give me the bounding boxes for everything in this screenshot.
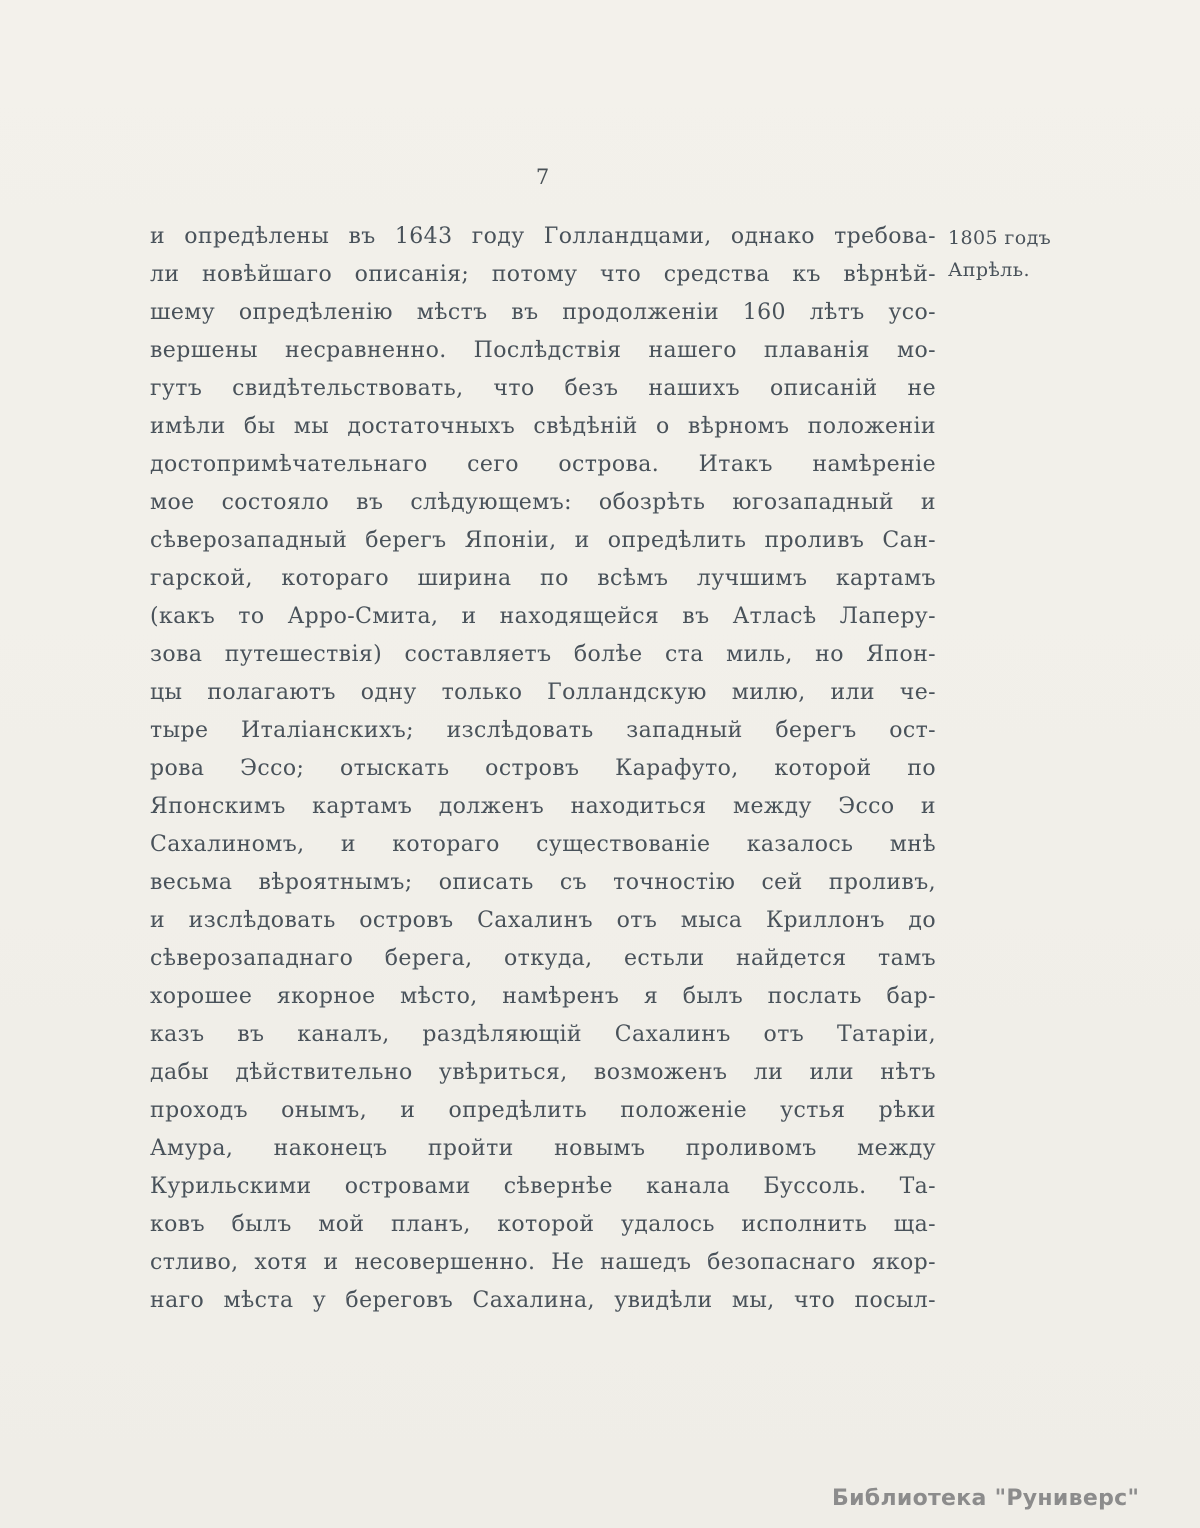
- text-line: сѣверозападный берегъ Японіи, и опредѣлить проливъ Сан-: [150, 528, 936, 553]
- text-line: достопримѣчательнаго сего острова. Итакъ намѣреніе: [150, 452, 936, 477]
- text-line: тыре Италіанскихъ; изслѣдовать западный берегъ ост-: [150, 718, 936, 743]
- text-line: проходъ онымъ, и опредѣлить положеніе устья рѣки: [150, 1098, 936, 1123]
- text-line: мое состояло въ слѣдующемъ: обозрѣть югозападный и: [150, 490, 936, 515]
- page-number: 7: [535, 165, 551, 189]
- text-line: наго мѣста у береговъ Сахалина, увидѣли мы, что посыл-: [150, 1288, 936, 1313]
- text-line: и изслѣдовать островъ Сахалинъ отъ мыса Криллонъ до: [150, 908, 936, 933]
- margin-note: [948, 222, 1128, 286]
- margin-note-year: 1805 годъ: [948, 227, 1052, 249]
- text-line: Японскимъ картамъ долженъ находиться между Эссо и: [150, 794, 936, 819]
- text-line: и опредѣлены въ 1643 году Голландцами, однако требова-: [150, 224, 936, 249]
- library-watermark: Библиотека "Руниверс": [832, 1486, 1140, 1511]
- text-line: цы полагаютъ одну только Голландскую милю, или че-: [150, 680, 936, 705]
- text-line: имѣли бы мы достаточныхъ свѣдѣній о вѣрномъ положеніи: [150, 414, 936, 439]
- text-line: шему опредѣленію мѣстъ въ продолженіи 160 лѣтъ усо-: [150, 300, 936, 325]
- text-line: казъ въ каналъ, раздѣляющій Сахалинъ отъ Татаріи,: [150, 1022, 936, 1047]
- text-line: рова Эссо; отыскать островъ Карафуто, которой по: [150, 756, 936, 781]
- text-line: зова путешествія) составляетъ болѣе ста миль, но Япон-: [150, 642, 936, 667]
- text-line: гарской, котораго ширина по всѣмъ лучшимъ картамъ: [150, 566, 936, 591]
- text-line: весьма вѣроятнымъ; описать съ точностію сей проливъ,: [150, 870, 936, 895]
- text-line: ли новѣйшаго описанія; потому что средства къ вѣрнѣй-: [150, 262, 936, 287]
- body-text: [150, 218, 936, 1320]
- text-line: (какъ то Арро-Смита, и находящейся въ Атласѣ Лаперу-: [150, 604, 936, 629]
- text-line: стливо, хотя и несовершенно. Не нашедъ безопаснаго якор-: [150, 1250, 936, 1275]
- margin-note-month: Апрѣль.: [948, 259, 1030, 281]
- text-line: сѣверозападнаго берега, откуда, естьли найдется тамъ: [150, 946, 936, 971]
- text-line: гутъ свидѣтельствовать, что безъ нашихъ описаній не: [150, 376, 936, 401]
- text-line: хорошее якорное мѣсто, намѣренъ я былъ послать бар-: [150, 984, 936, 1009]
- text-line: Амура, наконецъ пройти новымъ проливомъ между: [150, 1136, 936, 1161]
- text-line: дабы дѣйствительно увѣриться, возможенъ ли или нѣтъ: [150, 1060, 936, 1085]
- text-line: ковъ былъ мой планъ, которой удалось исполнить ща-: [150, 1212, 936, 1237]
- text-line: Сахалиномъ, и котораго существованіе казалось мнѣ: [150, 832, 936, 857]
- text-line: вершены несравненно. Послѣдствія нашего плаванія мо-: [150, 338, 936, 363]
- text-line: Курильскими островами сѣвернѣе канала Буссоль. Та-: [150, 1174, 936, 1199]
